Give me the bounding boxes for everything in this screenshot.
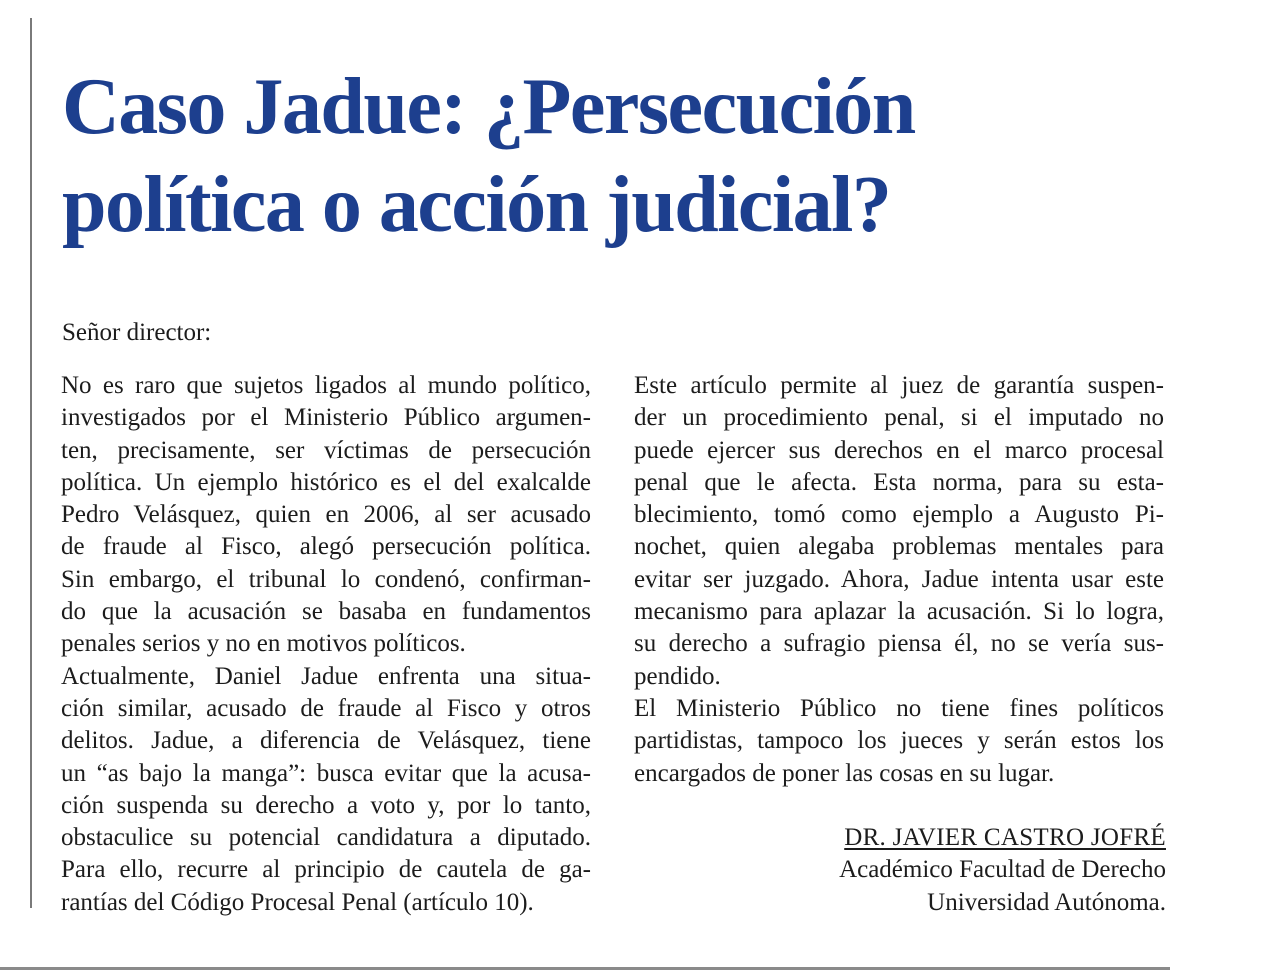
text-line: ción similar, acusado de fraude al Fisco y otros <box>61 694 591 722</box>
headline-line-2: política o acción judicial? <box>62 161 891 249</box>
text-line: Para ello, recurre al principio de cautela de ga- <box>61 856 591 884</box>
text-line: encargados de poner las cosas en su lugar. <box>634 759 1055 787</box>
text-line: blecimiento, tomó como ejemplo a Augusto Pi- <box>634 501 1164 529</box>
body-text-right <box>634 370 1164 790</box>
text-line: El Ministerio Público no tiene fines políticos <box>634 694 1164 722</box>
text-line: No es raro que sujetos ligados al mundo político, <box>61 372 591 399</box>
signature-block <box>839 822 1166 919</box>
text-line: penales serios y no en motivos políticos. <box>61 630 466 658</box>
text-line: penal que le afecta. Esta norma, para su esta- <box>634 468 1164 496</box>
body-column-right <box>634 370 1164 790</box>
text-line: rantías del Código Procesal Penal (artículo 10). <box>61 888 534 916</box>
text-line: investigados por el Ministerio Público argumen- <box>61 404 591 432</box>
text-line: su derecho a sufragio piensa él, no se vería sus- <box>634 630 1164 658</box>
body-column-left <box>61 370 591 919</box>
bottom-rule <box>0 967 1170 970</box>
text-line: evitar ser juzgado. Ahora, Jadue intenta usar este <box>634 565 1164 593</box>
text-line: der un procedimiento penal, si el imputado no <box>634 404 1164 432</box>
text-line: puede ejercer sus derechos en el marco procesal <box>634 436 1164 464</box>
text-line: pendido. <box>634 662 721 690</box>
text-line: delitos. Jadue, a diferencia de Velásquez, tiene <box>61 727 591 755</box>
text-line: do que la acusación se basaba en fundamentos <box>61 598 591 626</box>
text-line: ten, precisamente, ser víctimas de persecución <box>61 436 591 464</box>
text-line: nochet, quien alegaba problemas mentales para <box>634 533 1164 561</box>
author-name: DR. JAVIER CASTRO JOFRÉ <box>844 824 1166 851</box>
text-line: Sin embargo, el tribunal lo condenó, confirman- <box>61 565 591 593</box>
column-divider-rule <box>30 18 32 908</box>
author-organization: Universidad Autónoma. <box>927 888 1166 916</box>
text-line: Pedro Velásquez, quien en 2006, al ser acusado <box>61 501 591 529</box>
headline <box>62 58 1242 254</box>
text-line: obstaculice su potencial candidatura a diputado. <box>61 824 591 852</box>
headline-line-1: Caso Jadue: ¿Persecución <box>62 63 915 151</box>
text-line: política. Un ejemplo histórico es el del exalcalde <box>61 468 591 496</box>
text-line: ción suspenda su derecho a voto y, por lo tanto, <box>61 791 591 819</box>
text-line: de fraude al Fisco, alegó persecución política. <box>61 533 591 561</box>
text-line: Este artículo permite al juez de garantía suspen- <box>634 372 1164 399</box>
body-text-left <box>61 370 591 919</box>
author-role: Académico Facultad de Derecho <box>839 856 1166 884</box>
salutation: Señor director: <box>62 319 212 346</box>
text-line: mecanismo para aplazar la acusación. Si lo logra, <box>634 598 1164 626</box>
text-line: partidistas, tampoco los jueces y serán estos los <box>634 727 1164 755</box>
text-line: Actualmente, Daniel Jadue enfrenta una situa- <box>61 662 591 690</box>
text-line: un “as bajo la manga”: busca evitar que la acusa- <box>61 759 591 787</box>
